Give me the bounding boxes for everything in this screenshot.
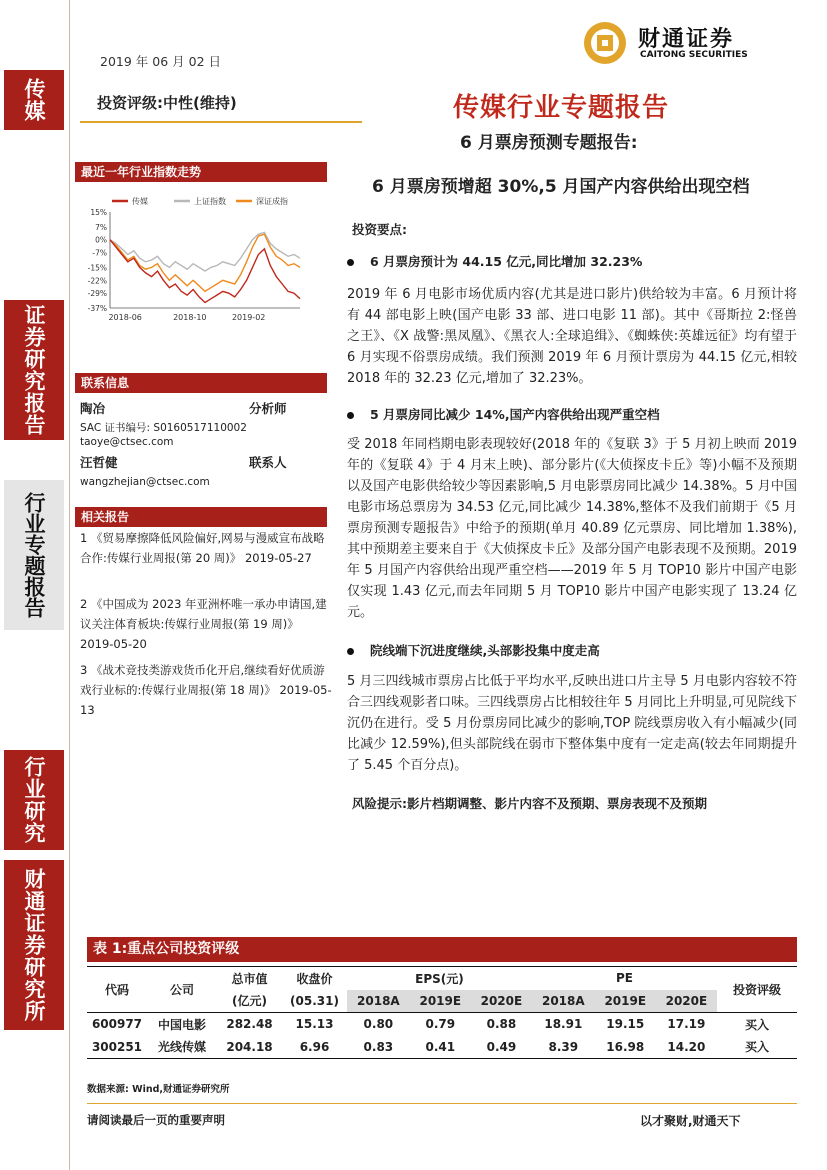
cell: 300251 [91, 1039, 143, 1054]
cell: 6.96 [299, 1039, 330, 1054]
cell: 16.98 [606, 1039, 645, 1054]
risk-warning: 风险提示:影片档期调整、影片内容不及预期、票房表现不及预期 [352, 796, 708, 811]
year-col: 2018A [532, 990, 595, 1013]
key-point-3 [347, 641, 600, 659]
data-source: 数据来源: Wind,财通证券研究所 [87, 1084, 230, 1095]
sidebar [0, 0, 70, 1170]
y-tick-label: 0% [95, 235, 107, 245]
investment-rating: 投资评级:中性(维持) [97, 94, 237, 112]
sidebar-institute: 财通证券研究所 [4, 860, 64, 1030]
report-type: 传媒行业专题报告 [453, 93, 670, 123]
cell: 19.15 [606, 1017, 645, 1032]
related-report-2[interactable]: 2 《中国成为 2023 年亚洲杯唯一承办申请国,建议关注体育板块:传媒行业周报(第 19 周)》 2019-05-20 [80, 597, 327, 651]
report-date: 2019 年 06 月 02 日 [100, 54, 221, 69]
cell: 600977 [91, 1017, 143, 1032]
contact-name: 汪哲健 [80, 455, 118, 470]
cell: 204.18 [226, 1039, 273, 1054]
sidebar-industry-research: 行业研究 [4, 750, 64, 850]
series-line-深证成指 [110, 234, 300, 291]
year-col: 2019E [410, 990, 471, 1013]
table-row [87, 1036, 797, 1059]
cell: 买入 [744, 1017, 769, 1032]
year-col: 2020E [656, 990, 717, 1013]
company-logo [580, 20, 790, 68]
cell: 282.48 [226, 1017, 273, 1032]
company-rating-table [87, 966, 797, 1059]
legend-label: 深证成指 [256, 197, 288, 206]
contact-header: 联系信息 [75, 373, 327, 393]
cell: 0.49 [486, 1039, 517, 1054]
sac-number: SAC 证书编号: S0160517110002 [80, 422, 247, 434]
key-point-1-text: 6 月票房预计为 44.15 亿元,同比增加 32.23% [370, 254, 643, 269]
related-reports-header: 相关报告 [75, 507, 327, 527]
cell: 8.39 [548, 1039, 579, 1054]
header-eps: EPS(元) [415, 971, 464, 986]
y-tick-label: -29% [87, 289, 107, 299]
y-tick-label: 15% [90, 208, 107, 217]
related-report-1[interactable]: 1 《贸易摩擦降低风险偏好,网易与漫威宣布战略合作:传媒行业周报(第 20 周)》 2019-05-27 [80, 531, 325, 565]
table-row [87, 1013, 797, 1036]
x-tick-label: 2018-10 [173, 313, 207, 322]
report-subtitle: 6 月票房预测专题报告: [460, 133, 638, 153]
sidebar-sector: 传媒 [4, 70, 64, 130]
header-rating: 投资评级 [732, 983, 781, 997]
cell: 光线传媒 [157, 1040, 206, 1055]
table-title: 表 1:重点公司投资评级 [87, 937, 797, 962]
y-tick-label: -22% [87, 276, 107, 286]
related-report-3[interactable]: 3 《战术竞技类游戏货币化开启,继续看好优质游戏行业标的:传媒行业周报(第 18 周)》 2019-05-13 [80, 663, 332, 717]
cell: 0.88 [486, 1017, 517, 1032]
key-point-1 [347, 252, 642, 270]
footer-slogan: 以才聚财,财通天下 [640, 1114, 741, 1128]
key-point-2-text: 5 月票房同比减少 14%,国产内容供给出现严重空档 [370, 407, 660, 422]
cell: 17.19 [667, 1017, 706, 1032]
sidebar-research-label: 证券研究报告 [4, 300, 64, 440]
year-col: 2019E [595, 990, 656, 1013]
header-code: 代码 [104, 983, 129, 997]
x-tick-label: 2019-02 [231, 313, 266, 322]
cell: 15.13 [295, 1017, 334, 1032]
bullet-icon [347, 412, 354, 419]
analyst-email[interactable]: taoye@ctsec.com [80, 436, 174, 448]
cell: 中国电影 [157, 1017, 206, 1032]
logo-text-en: CAITONG SECURITIES [640, 50, 748, 60]
header-pe: PE [615, 971, 633, 986]
key-point-3-text: 院线端下沉进度继续,头部影投集中度走高 [370, 643, 600, 658]
index-chart-header: 最近一年行业指数走势 [75, 162, 327, 182]
footer-divider [87, 1103, 797, 1104]
cell: 14.20 [667, 1039, 706, 1054]
contact-email[interactable]: wangzhejian@ctsec.com [80, 476, 210, 488]
y-tick-label: -37% [87, 304, 107, 313]
paragraph-3: 5 月三四线城市票房占比低于平均水平,反映出进口片主导 5 月电影内容较不符合三四线观影者口味。三四线票房占比相较往年 5 月同比上升明显,可见院线下沉仍在进行。受 5 月份票房同比减少的影响,TOP 院线票房收入有小幅减少(同比减少 12.59%),但头部院线在弱市下整体集中度有一定走高(较去年同期提升了 5.45 个百分点)。 [347, 674, 797, 773]
key-points-heading: 投资要点: [352, 222, 407, 237]
analyst-role: 分析师 [249, 401, 287, 416]
bullet-icon [347, 648, 354, 655]
logo-text-cn: 财通证券 [638, 27, 735, 52]
header-mcap: 总市值 [231, 971, 268, 986]
divider [80, 121, 362, 123]
paragraph-2: 受 2018 年同档期电影表现较好(2018 年的《复联 3》于 5 月初上映而 2019 年的《复联 4》于 4 月末上映)、部分影片(《大侦探皮卡丘》等)小幅不及预期以及国产电影供给较少等因素影响,5 月电影票房同比减少 14.38%。5 月中国电影市场总票房为 34.53 亿元,同比减少 14.38%,整体不及我们前期于《5 月票房预测专题报告》中给予的预期(单月 40.89 亿元票房、同比增加 1.38%),其中预期差主要来自于《大侦探皮卡丘》及部分国产电影表现不及预期。2019 年 5 月国产内容供给出现严重空档——2019 年 5 月 TOP10 影片中国产电影仅实现 1.43 亿元,而去年同期 5 月 TOP10 影片中国产电影实现了 13.24 亿元。 [347, 437, 797, 620]
legend-label: 传媒 [132, 197, 148, 206]
header-mcap-unit: (亿元) [232, 994, 267, 1009]
legend-label: 上证指数 [194, 197, 226, 206]
y-tick-label: -7% [92, 248, 107, 258]
cell: 0.83 [363, 1039, 394, 1054]
index-trend-chart [80, 190, 310, 330]
contact-role: 联系人 [249, 455, 287, 470]
y-tick-label: 7% [95, 222, 107, 232]
header-close: 收盘价 [296, 971, 333, 986]
sidebar-report-type: 行业专题报告 [4, 480, 64, 630]
report-title: 6 月票房预增超 30%,5 月国产内容供给出现空档 [372, 177, 750, 197]
cell: 0.79 [425, 1017, 456, 1032]
header-close-date: (05.31) [290, 993, 339, 1008]
cell: 0.41 [425, 1039, 456, 1054]
cell: 18.91 [544, 1017, 583, 1032]
logo-icon [580, 20, 630, 66]
x-tick-label: 2018-06 [108, 313, 142, 322]
cell: 0.80 [363, 1017, 394, 1032]
cell: 买入 [744, 1040, 769, 1055]
year-col: 2020E [471, 990, 532, 1013]
bullet-icon [347, 259, 354, 266]
key-point-2 [347, 405, 660, 423]
header-company: 公司 [169, 983, 194, 997]
analyst-name: 陶冶 [80, 401, 106, 416]
paragraph-1: 2019 年 6 月电影市场优质内容(尤其是进口影片)供给较为丰富。6 月预计将有 44 部电影上映(国产电影 33 部、进口电影 11 部)。其中《哥斯拉 2:怪兽之王》、《X 战警:黑凤凰》、《黑衣人:全球追缉》、《蜘蛛侠:英雄远征》均有望于 6 月实现不俗票房成绩。我们预测 2019 年 6 月预计票房为 44.15 亿元,相较 2018 年的 32.23 亿元,增加了 32.23%。 [347, 287, 797, 386]
footer-disclaimer: 请阅读最后一页的重要声明 [87, 1113, 225, 1127]
year-col: 2018A [347, 990, 410, 1013]
y-tick-label: -15% [87, 263, 107, 273]
